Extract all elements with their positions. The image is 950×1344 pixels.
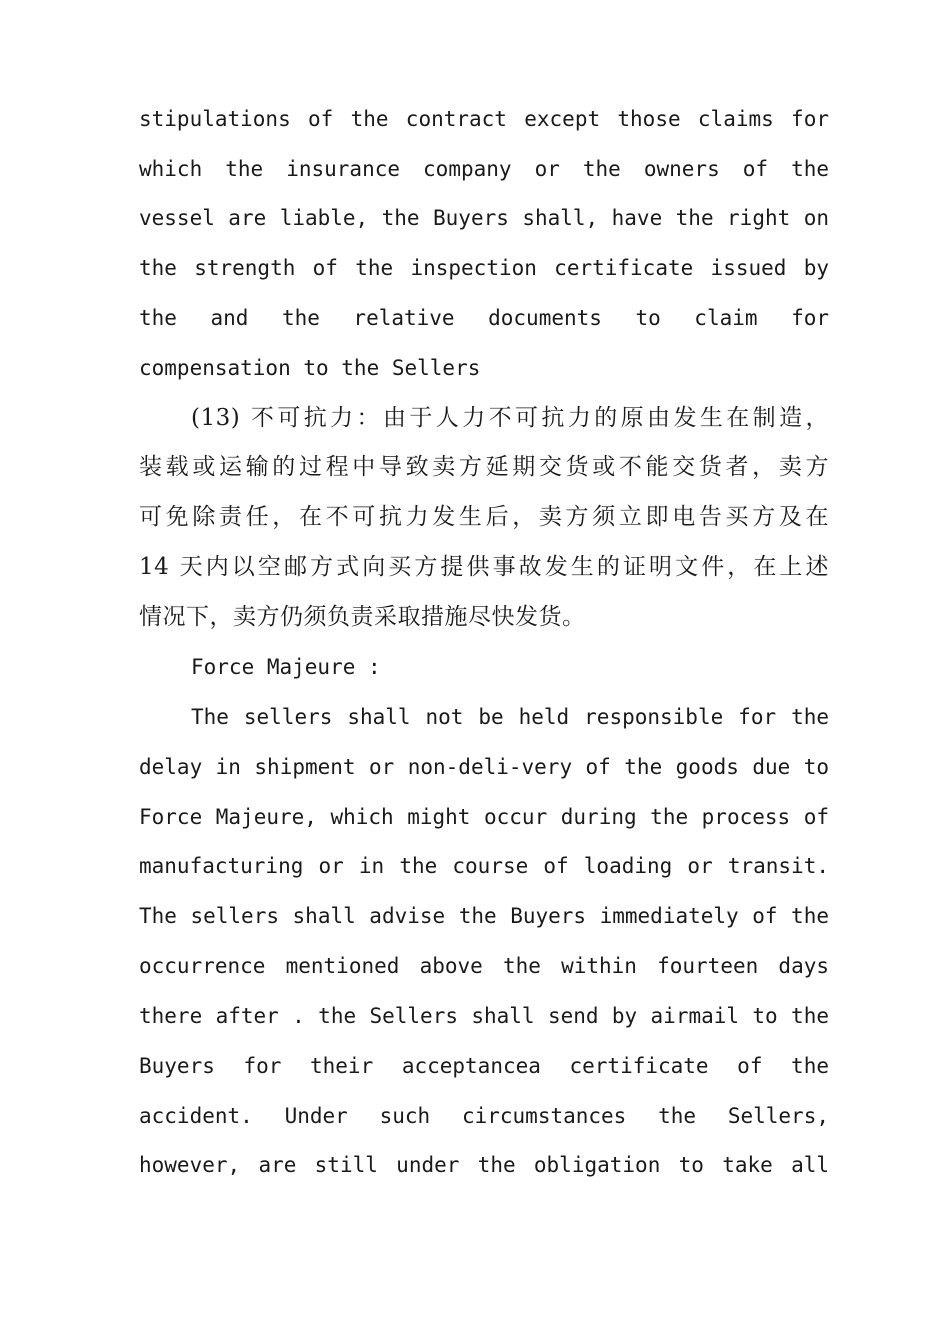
text-line: Force Majeure, which might occur during the process of xyxy=(139,805,829,829)
text-line: The sellers shall advise the Buyers immediately of the xyxy=(139,904,829,928)
text-line: the and the relative documents to claim for xyxy=(139,306,829,330)
text-line: The sellers shall not be held responsible for the xyxy=(191,705,829,729)
clause-13-heading: (13) 不可抗力：由于人力不可抗力的原由发生在制造， xyxy=(191,405,829,431)
force-majeure-heading: Force Majeure : xyxy=(191,655,381,679)
text-line: stipulations of the contract except those claims for xyxy=(139,107,829,131)
text-line: compensation to the Sellers xyxy=(139,356,481,380)
text-line: the strength of the inspection certificate issued by xyxy=(139,256,829,280)
text-line: 情况下，卖方仍须负责采取措施尽快发货。 xyxy=(139,604,586,630)
text-line: occurrence mentioned above the within fourteen days xyxy=(139,954,829,978)
text-line: Buyers for their acceptancea certificate of the xyxy=(139,1054,829,1078)
text-line: there after . the Sellers shall send by airmail to the xyxy=(139,1004,829,1028)
text-line: 14 天内以空邮方式向买方提供事故发生的证明文件，在上述 xyxy=(139,554,829,580)
text-line: delay in shipment or non-deli-very of the goods due to xyxy=(139,755,829,779)
text-line: accident. Under such circumstances the Sellers, xyxy=(139,1104,829,1128)
text-line: however, are still under the obligation to take all xyxy=(139,1153,829,1177)
text-line: manufacturing or in the course of loading or transit. xyxy=(139,854,829,878)
text-line: vessel are liable, the Buyers shall, have the right on xyxy=(139,206,829,230)
text-line: 可免除责任，在不可抗力发生后，卖方须立即电告买方及在 xyxy=(139,504,829,530)
text-line: 装载或运输的过程中导致卖方延期交货或不能交货者，卖方 xyxy=(139,454,829,480)
text-line: which the insurance company or the owners of the xyxy=(139,157,829,181)
